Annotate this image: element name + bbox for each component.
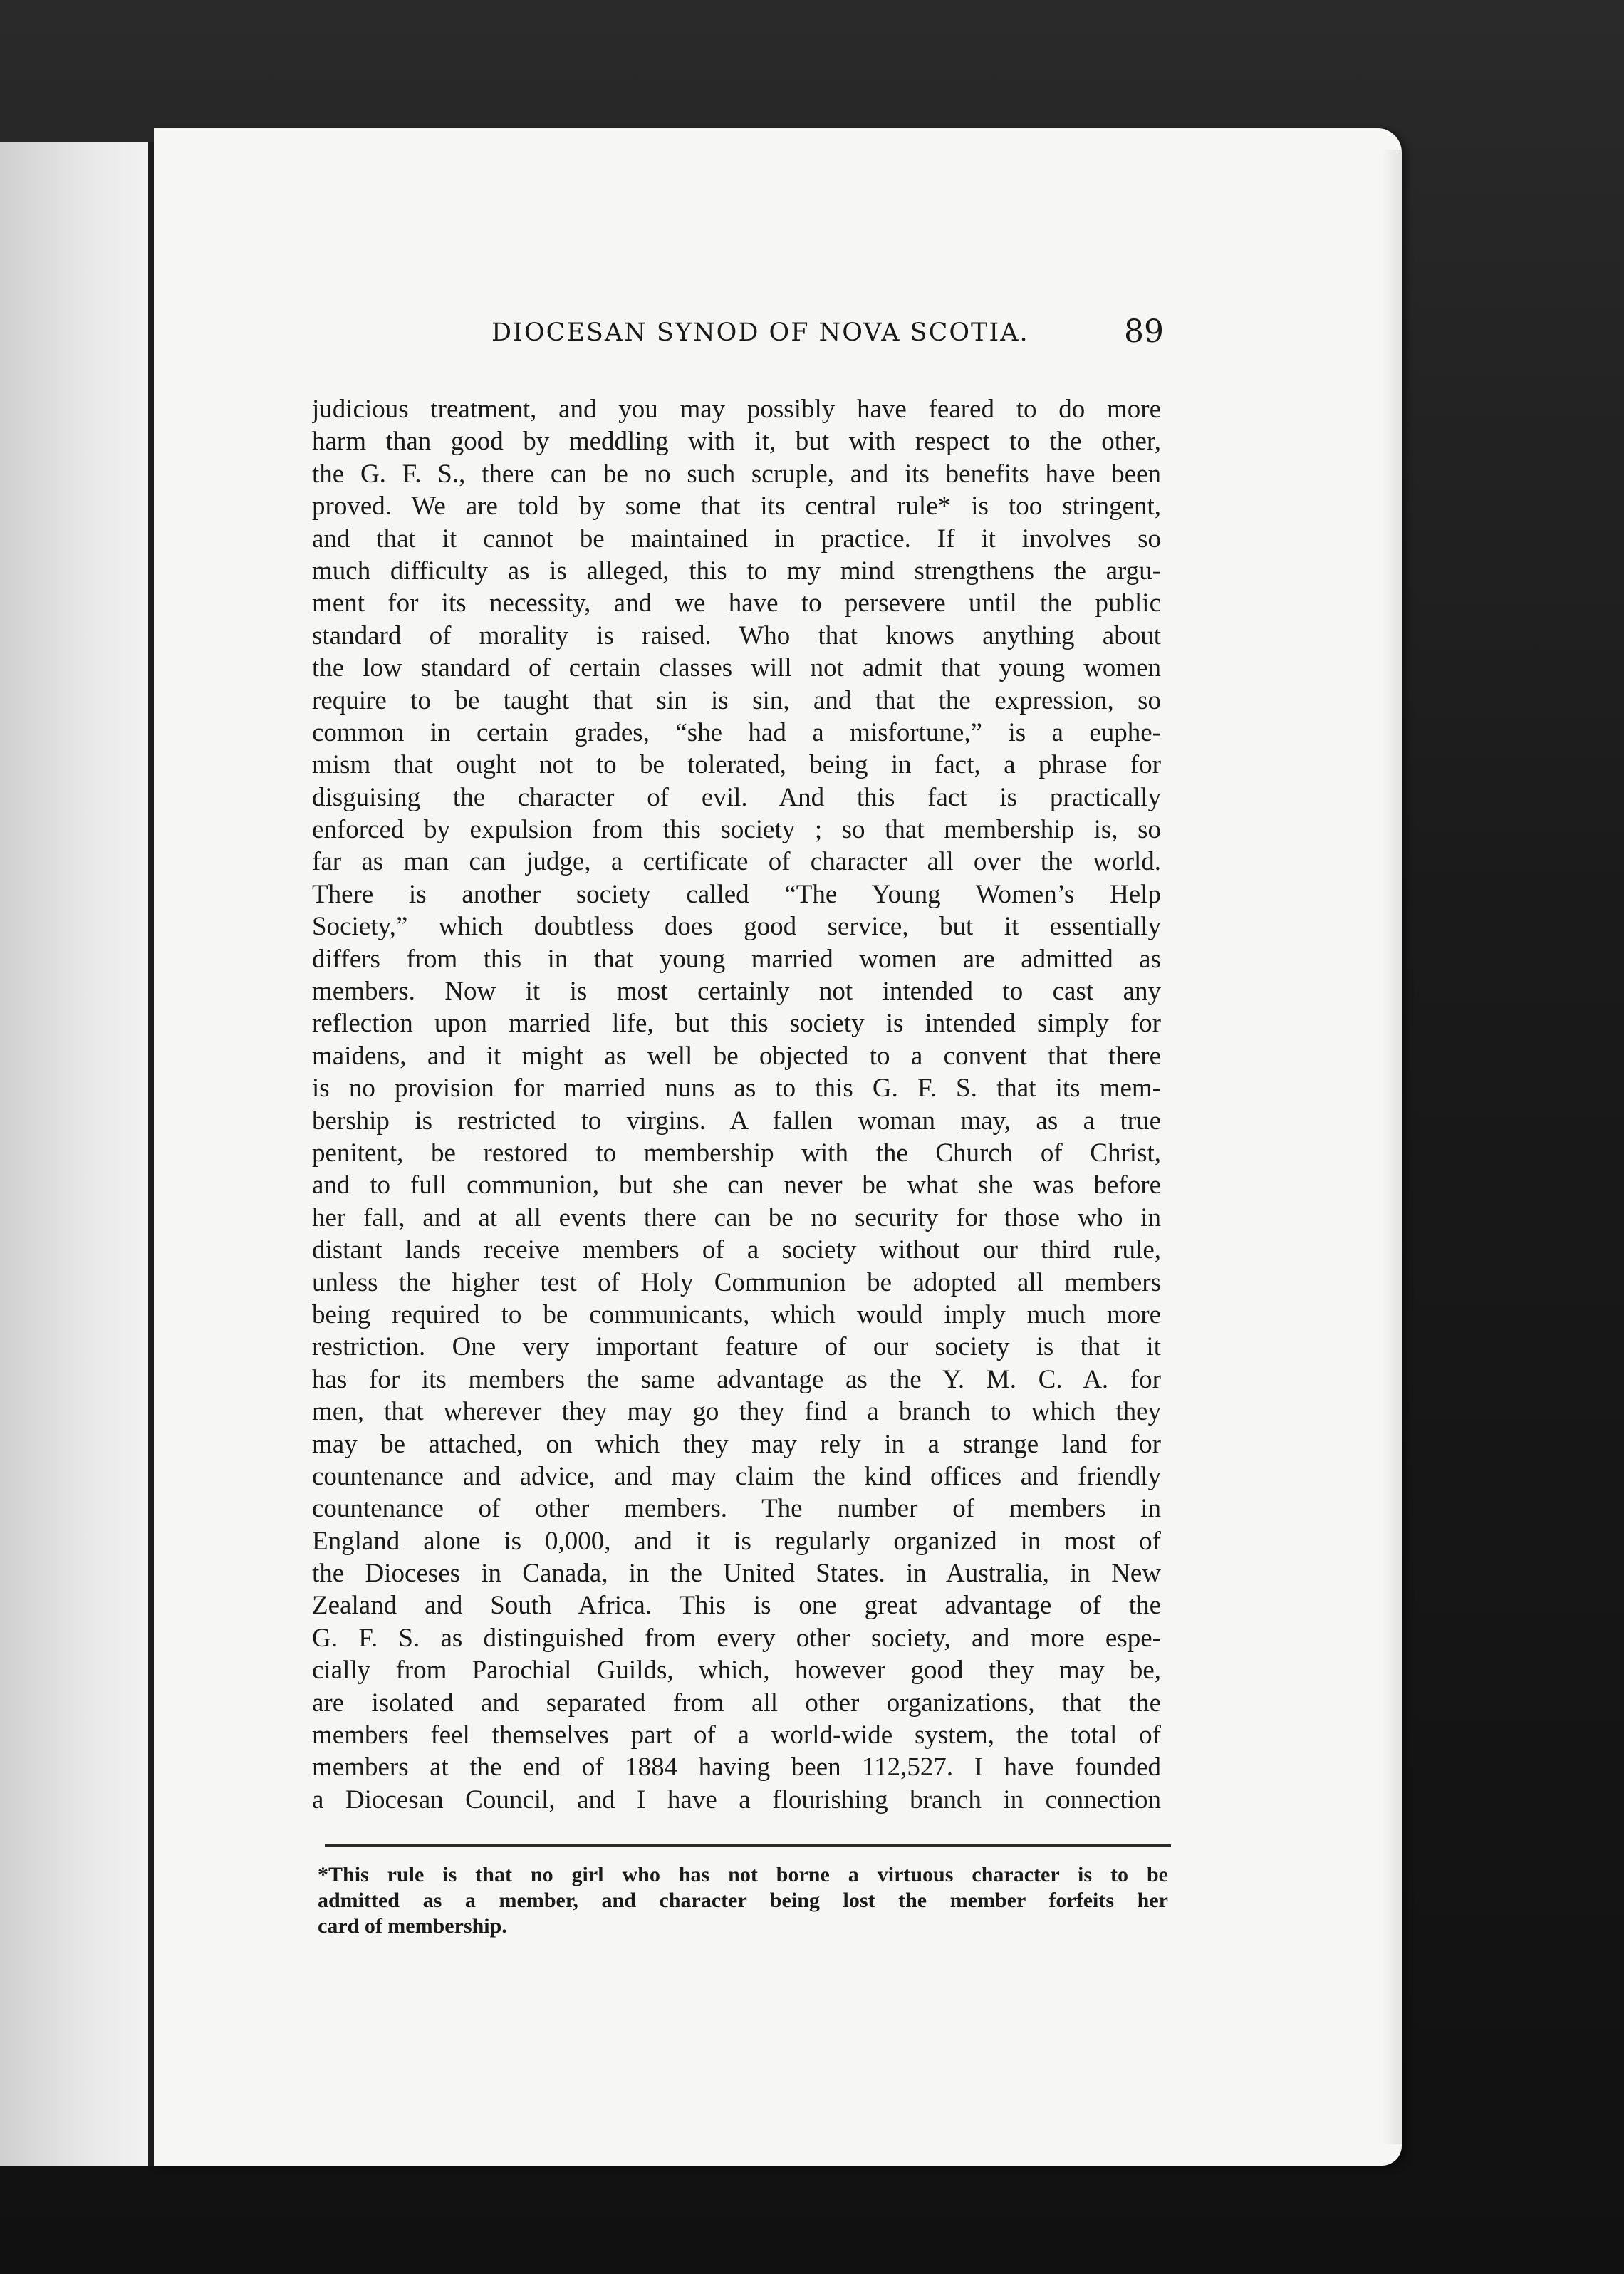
text-line: has for its members the same advantage as the Y. M. C. A. for: [312, 1364, 1161, 1394]
text-line: disguising the character of evil. And this fact is practically: [312, 782, 1161, 812]
text-line: may be attached, on which they may rely in a strange land for: [312, 1429, 1161, 1459]
text-line: ment for its necessity, and we have to persevere until the public: [312, 588, 1161, 618]
text-line: countenance and advice, and may claim the kind offices and friendly: [312, 1461, 1161, 1491]
text-line: and to full communion, but she can never be what she was before: [312, 1170, 1161, 1200]
text-line: Zealand and South Africa. This is one great advantage of the: [312, 1591, 1161, 1621]
footnote-line: card of membership.: [318, 1914, 507, 1938]
text-line: There is another society called “The Young Women’s Help: [312, 879, 1161, 909]
text-line: differs from this in that young married women are admitted as: [312, 944, 1161, 974]
text-line: are isolated and separated from all other organizations, that the: [312, 1688, 1161, 1718]
running-head: DIOCESAN SYNOD OF NOVA SCOTIA.: [491, 318, 1029, 347]
text-line: the low standard of certain classes will not admit that young women: [312, 653, 1161, 683]
footnote-divider: [325, 1844, 1171, 1847]
text-line: members feel themselves part of a world-wide system, the total of: [312, 1720, 1161, 1750]
text-line: members at the end of 1884 having been 112,527. I have founded: [312, 1753, 1161, 1782]
text-line: countenance of other members. The number of members in: [312, 1494, 1161, 1524]
page-edge-shadow: [1382, 150, 1402, 2144]
text-line: harm than good by meddling with it, but with respect to the other,: [312, 427, 1161, 457]
text-line: the Dioceses in Canada, in the United States. in Australia, in New: [312, 1559, 1161, 1589]
text-line: reflection upon married life, but this society is intended simply for: [312, 1009, 1161, 1039]
text-line: restriction. One very important feature of our society is that it: [312, 1332, 1161, 1362]
text-line: judicious treatment, and you may possibly have feared to do more: [312, 395, 1161, 424]
text-line: unless the higher test of Holy Communion be adopted all members: [312, 1267, 1161, 1297]
text-line: common in certain grades, “she had a misfortune,” is a euphe-: [312, 717, 1161, 747]
footnote-line: admitted as a member, and character being lost the member forfeits her: [318, 1889, 1168, 1912]
text-line: her fall, and at all events there can be no security for those who in: [312, 1203, 1161, 1232]
text-line: the G. F. S., there can be no such scruple, and its benefits have been: [312, 459, 1161, 489]
text-line: much difficulty as is alleged, this to my mind strengthens the argu-: [312, 556, 1161, 586]
text-line: members. Now it is most certainly not intended to cast any: [312, 977, 1161, 1007]
book-gutter: [148, 142, 154, 2166]
text-line: being required to be communicants, which would imply much more: [312, 1299, 1161, 1329]
text-line: cially from Parochial Guilds, which, however good they may be,: [312, 1656, 1161, 1686]
body-text: [312, 393, 1161, 1816]
text-line: and that it cannot be maintained in practice. If it involves so: [312, 524, 1161, 554]
text-line: England alone is 0,000, and it is regularly organized in most of: [312, 1526, 1161, 1556]
footnote-line: *This rule is that no girl who has not borne a virtuous character is to be: [318, 1863, 1168, 1886]
text-line: is no provision for married nuns as to this G. F. S. that its mem-: [312, 1074, 1161, 1104]
text-line: proved. We are told by some that its central rule* is too stringent,: [312, 492, 1161, 521]
facing-page-edge: [0, 142, 154, 2166]
footnote: [318, 1862, 1168, 1939]
text-line: men, that wherever they may go they find a branch to which they: [312, 1397, 1161, 1427]
text-line: G. F. S. as distinguished from every other society, and more espe-: [312, 1623, 1161, 1653]
text-line: enforced by expulsion from this society ; so that membership is, so: [312, 815, 1161, 845]
text-line: penitent, be restored to membership with the Church of Christ,: [312, 1138, 1161, 1168]
text-line: a Diocesan Council, and I have a flourishing branch in connection: [312, 1785, 1161, 1814]
text-line: Society,” which doubtless does good service, but it essentially: [312, 912, 1161, 942]
text-line: far as man can judge, a certificate of character all over the world.: [312, 847, 1161, 877]
text-line: bership is restricted to virgins. A fallen woman may, as a true: [312, 1106, 1161, 1136]
text-line: distant lands receive members of a society without our third rule,: [312, 1235, 1161, 1265]
text-line: mism that ought not to be tolerated, being in fact, a phrase for: [312, 750, 1161, 780]
text-line: require to be taught that sin is sin, and that the expression, so: [312, 685, 1161, 715]
text-line: standard of morality is raised. Who that knows anything about: [312, 621, 1161, 650]
text-line: maidens, and it might as well be objected to a convent that there: [312, 1041, 1161, 1071]
page-number: 89: [1124, 313, 1164, 350]
